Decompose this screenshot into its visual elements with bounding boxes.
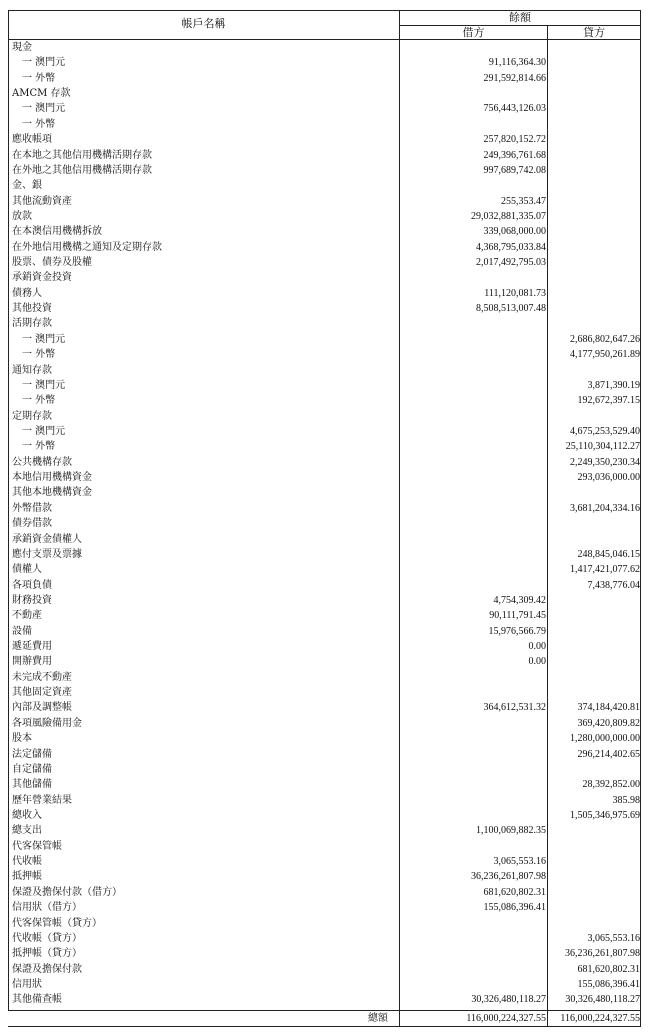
credit-value: 369,420,809.82 xyxy=(577,717,640,729)
credit-value: 2,249,350,230.34 xyxy=(570,456,640,468)
debit-value: 249,396,761.68 xyxy=(483,149,546,161)
account-name: 未完成不動產 xyxy=(12,671,72,683)
table-row xyxy=(8,655,641,670)
table-row xyxy=(8,978,641,993)
table-row xyxy=(8,947,641,962)
table-row xyxy=(8,886,641,901)
table-row xyxy=(8,855,641,870)
credit-value: 3,681,204,334.16 xyxy=(570,502,640,514)
account-name: 一 澳門元 xyxy=(12,103,66,115)
debit-value: 3,065,553.16 xyxy=(493,856,546,868)
account-name: 信用狀（借方） xyxy=(12,902,82,914)
debit-header: 借方 xyxy=(462,26,485,39)
credit-value: 28,392,852.00 xyxy=(582,779,640,791)
table-row xyxy=(8,118,641,133)
table-row xyxy=(8,502,641,517)
table-row xyxy=(8,195,641,210)
credit-value: 2,686,802,647.26 xyxy=(570,333,640,345)
credit-value: 385.98 xyxy=(612,794,640,806)
total-row xyxy=(8,1012,641,1027)
table-row xyxy=(8,225,641,240)
table-row xyxy=(8,41,641,56)
account-name: 代客保管帳 xyxy=(12,840,62,852)
table-row xyxy=(8,87,641,102)
account-name: 放款 xyxy=(12,210,32,222)
account-name: 其他本地機構資金 xyxy=(12,487,92,499)
table-row xyxy=(8,794,641,809)
debit-value: 15,976,566.79 xyxy=(488,625,546,637)
credit-value: 1,280,000,000.00 xyxy=(570,733,640,745)
debit-value: 756,443,126.03 xyxy=(483,103,546,115)
account-name: 債務人 xyxy=(12,287,42,299)
table-row xyxy=(8,241,641,256)
account-name: 保證及擔保付款 xyxy=(12,963,82,975)
table-row xyxy=(8,901,641,916)
table-row xyxy=(8,686,641,701)
account-name: 各項負債 xyxy=(12,579,52,591)
table-row xyxy=(8,748,641,763)
table-row xyxy=(8,348,641,363)
balance-header: 餘額 xyxy=(509,11,531,24)
account-name: 內部及調整帳 xyxy=(12,702,72,714)
debit-value: 257,820,152.72 xyxy=(483,134,546,146)
table-row xyxy=(8,440,641,455)
table-row xyxy=(8,732,641,747)
account-name: 其他儲備 xyxy=(12,779,52,791)
debit-value: 29,032,881,335.07 xyxy=(471,210,546,222)
table-row xyxy=(8,993,641,1008)
account-name: 財務投資 xyxy=(12,594,52,606)
account-name: 一 澳門元 xyxy=(12,379,66,391)
table-row xyxy=(8,164,641,179)
debit-value: 111,120,081.73 xyxy=(484,287,546,299)
account-name: 債權人 xyxy=(12,564,42,576)
account-name: 承銷資金投資 xyxy=(12,272,72,284)
debit-value: 90,111,791.45 xyxy=(489,610,546,622)
account-name: 股本 xyxy=(12,733,32,745)
table-row xyxy=(8,379,641,394)
account-name: 在外地之其他信用機構活期存款 xyxy=(12,164,152,176)
account-name: 應付支票及票據 xyxy=(12,548,82,560)
table-row xyxy=(8,317,641,332)
account-name: 定期存款 xyxy=(12,410,52,422)
credit-header: 貸方 xyxy=(583,26,605,39)
account-name: 通知存款 xyxy=(12,364,52,376)
credit-value: 293,036,000.00 xyxy=(577,472,640,484)
table-row xyxy=(8,179,641,194)
credit-value: 296,214,402.65 xyxy=(577,748,640,760)
debit-value: 339,068,000.00 xyxy=(483,226,546,238)
account-name: 在本澳信用機構拆放 xyxy=(12,226,102,238)
account-name: 一 外幣 xyxy=(12,118,56,130)
account-name: 各項風險備用金 xyxy=(12,717,82,729)
account-name: 公共機構存款 xyxy=(12,456,72,468)
account-name: 代收帳（貸方） xyxy=(12,932,82,944)
account-name: 一 澳門元 xyxy=(12,426,66,437)
table-row xyxy=(8,517,641,532)
account-name: 代客保管帳（貸方） xyxy=(12,917,102,929)
debit-value: 681,620,802.31 xyxy=(483,886,546,898)
account-name: 承銷資金債權人 xyxy=(12,533,82,545)
account-name: 一 外幣 xyxy=(12,349,56,361)
debit-value: 0.00 xyxy=(528,656,546,668)
table-row xyxy=(8,133,641,148)
table-row xyxy=(8,932,641,947)
account-name: 其他固定資產 xyxy=(12,687,72,699)
account-name: 在本地之其他信用機構活期存款 xyxy=(12,149,152,161)
credit-value: 681,620,802.31 xyxy=(577,963,640,975)
debit-value: 4,754,309.42 xyxy=(493,594,546,606)
account-name: 法定儲備 xyxy=(12,748,52,760)
credit-value: 30,326,480,118.27 xyxy=(565,994,640,1006)
credit-value: 4,675,253,529.40 xyxy=(570,426,640,437)
account-name: AMCM 存款 xyxy=(12,88,71,100)
account-name: 抵押帳（貸方） xyxy=(12,948,82,960)
debit-value: 36,236,261,807.98 xyxy=(471,871,546,883)
debit-value: 255,353.47 xyxy=(501,195,546,207)
account-name: 一 外幣 xyxy=(12,72,56,84)
table-row xyxy=(8,917,641,932)
account-name: 代收帳 xyxy=(12,856,42,868)
total-debit: 116,000,224,327.55 xyxy=(466,1013,546,1024)
account-name: 其他備查帳 xyxy=(12,994,62,1006)
table-row xyxy=(8,256,641,271)
table-row xyxy=(8,102,641,117)
table-row xyxy=(8,671,641,686)
table-row xyxy=(8,824,641,839)
table-row xyxy=(8,870,641,885)
account-name: 總支出 xyxy=(12,825,42,837)
table-row xyxy=(8,809,641,824)
debit-value: 0.00 xyxy=(528,641,546,653)
account-name: 總收入 xyxy=(12,810,42,821)
balance-sheet-table xyxy=(8,10,641,1026)
debit-value: 30,326,480,118.27 xyxy=(471,994,546,1006)
debit-value: 997,689,742.08 xyxy=(483,164,546,176)
account-name: 外幣借款 xyxy=(12,502,52,514)
account-name: 活期存款 xyxy=(12,318,52,330)
table-row xyxy=(8,149,641,164)
account-name: 其他流動資產 xyxy=(12,195,72,207)
credit-value: 192,672,397.15 xyxy=(577,395,640,407)
table-row xyxy=(8,840,641,855)
credit-value: 7,438,776.04 xyxy=(587,579,640,591)
account-name: 歷年營業結果 xyxy=(12,794,72,806)
debit-value: 8,508,513,007.48 xyxy=(476,303,546,315)
table-row xyxy=(8,410,641,425)
table-body xyxy=(8,41,641,1009)
account-name: 設備 xyxy=(12,625,32,637)
table-row xyxy=(8,579,641,594)
account-name: 抵押帳 xyxy=(12,871,42,883)
account-name: 保證及擔保付款（借方） xyxy=(12,886,122,898)
table-row xyxy=(8,471,641,486)
account-name: 一 外幣 xyxy=(12,441,56,453)
table-row xyxy=(8,778,641,793)
table-row xyxy=(8,533,641,548)
table-row xyxy=(8,333,641,348)
debit-value: 91,116,364.30 xyxy=(488,57,546,69)
account-name: 自定儲備 xyxy=(12,763,52,775)
table-row xyxy=(8,763,641,778)
credit-value: 3,871,390.19 xyxy=(587,379,640,391)
account-name: 金、銀 xyxy=(12,180,42,192)
credit-value: 4,177,950,261.89 xyxy=(570,349,640,361)
account-name: 在外地信用機構之通知及定期存款 xyxy=(12,241,162,253)
table-row xyxy=(8,486,641,501)
table-row xyxy=(8,594,641,609)
table-row xyxy=(8,394,641,409)
account-name: 債券借款 xyxy=(12,518,52,530)
table-row xyxy=(8,609,641,624)
account-name: 開辦費用 xyxy=(12,656,52,668)
credit-value: 1,417,421,077.62 xyxy=(570,564,640,576)
debit-value: 1,100,069,882.35 xyxy=(476,825,546,837)
table-row xyxy=(8,456,641,471)
total-label: 總額 xyxy=(368,1013,388,1024)
account-name: 一 澳門元 xyxy=(12,57,66,69)
account-name: 信用狀 xyxy=(12,978,42,990)
account-name: 現金 xyxy=(12,42,32,53)
debit-value: 4,368,795,033.84 xyxy=(476,241,546,253)
credit-value: 248,845,046.15 xyxy=(577,548,640,560)
account-name: 本地信用機構資金 xyxy=(12,472,92,484)
credit-value: 36,236,261,807.98 xyxy=(565,948,640,960)
debit-value: 364,612,531.32 xyxy=(483,702,546,714)
total-credit: 116,000,224,327.55 xyxy=(560,1013,640,1024)
table-row xyxy=(8,548,641,563)
credit-value: 25,110,304,112.27 xyxy=(565,441,640,453)
account-name-header: 帳戶名稱 xyxy=(181,17,226,30)
table-row xyxy=(8,56,641,71)
account-name: 一 外幣 xyxy=(12,395,56,407)
table-row xyxy=(8,364,641,379)
account-name: 不動產 xyxy=(12,610,42,622)
account-name: 應收帳項 xyxy=(12,134,52,146)
table-row xyxy=(8,963,641,978)
account-name: 其他投資 xyxy=(12,303,52,315)
table-row xyxy=(8,287,641,302)
account-name: 遞延費用 xyxy=(12,641,52,653)
table-row xyxy=(8,625,641,640)
table-row xyxy=(8,302,641,317)
debit-value: 291,592,814.66 xyxy=(483,72,546,84)
table-row xyxy=(8,425,641,440)
credit-value: 3,065,553.16 xyxy=(587,932,640,944)
debit-value: 155,086,396.41 xyxy=(483,902,546,914)
credit-value: 374,184,420.81 xyxy=(577,702,640,714)
table-row xyxy=(8,271,641,286)
table-row xyxy=(8,563,641,578)
table-row xyxy=(8,640,641,655)
table-row xyxy=(8,72,641,87)
account-name: 一 澳門元 xyxy=(12,333,66,345)
debit-value: 2,017,492,795.03 xyxy=(476,257,546,269)
table-row xyxy=(8,210,641,225)
account-name: 股票、債券及股權 xyxy=(12,257,92,269)
credit-value: 155,086,396.41 xyxy=(577,978,640,990)
table-row xyxy=(8,701,641,716)
table-row xyxy=(8,717,641,732)
credit-value: 1,505,346,975.69 xyxy=(570,810,640,821)
